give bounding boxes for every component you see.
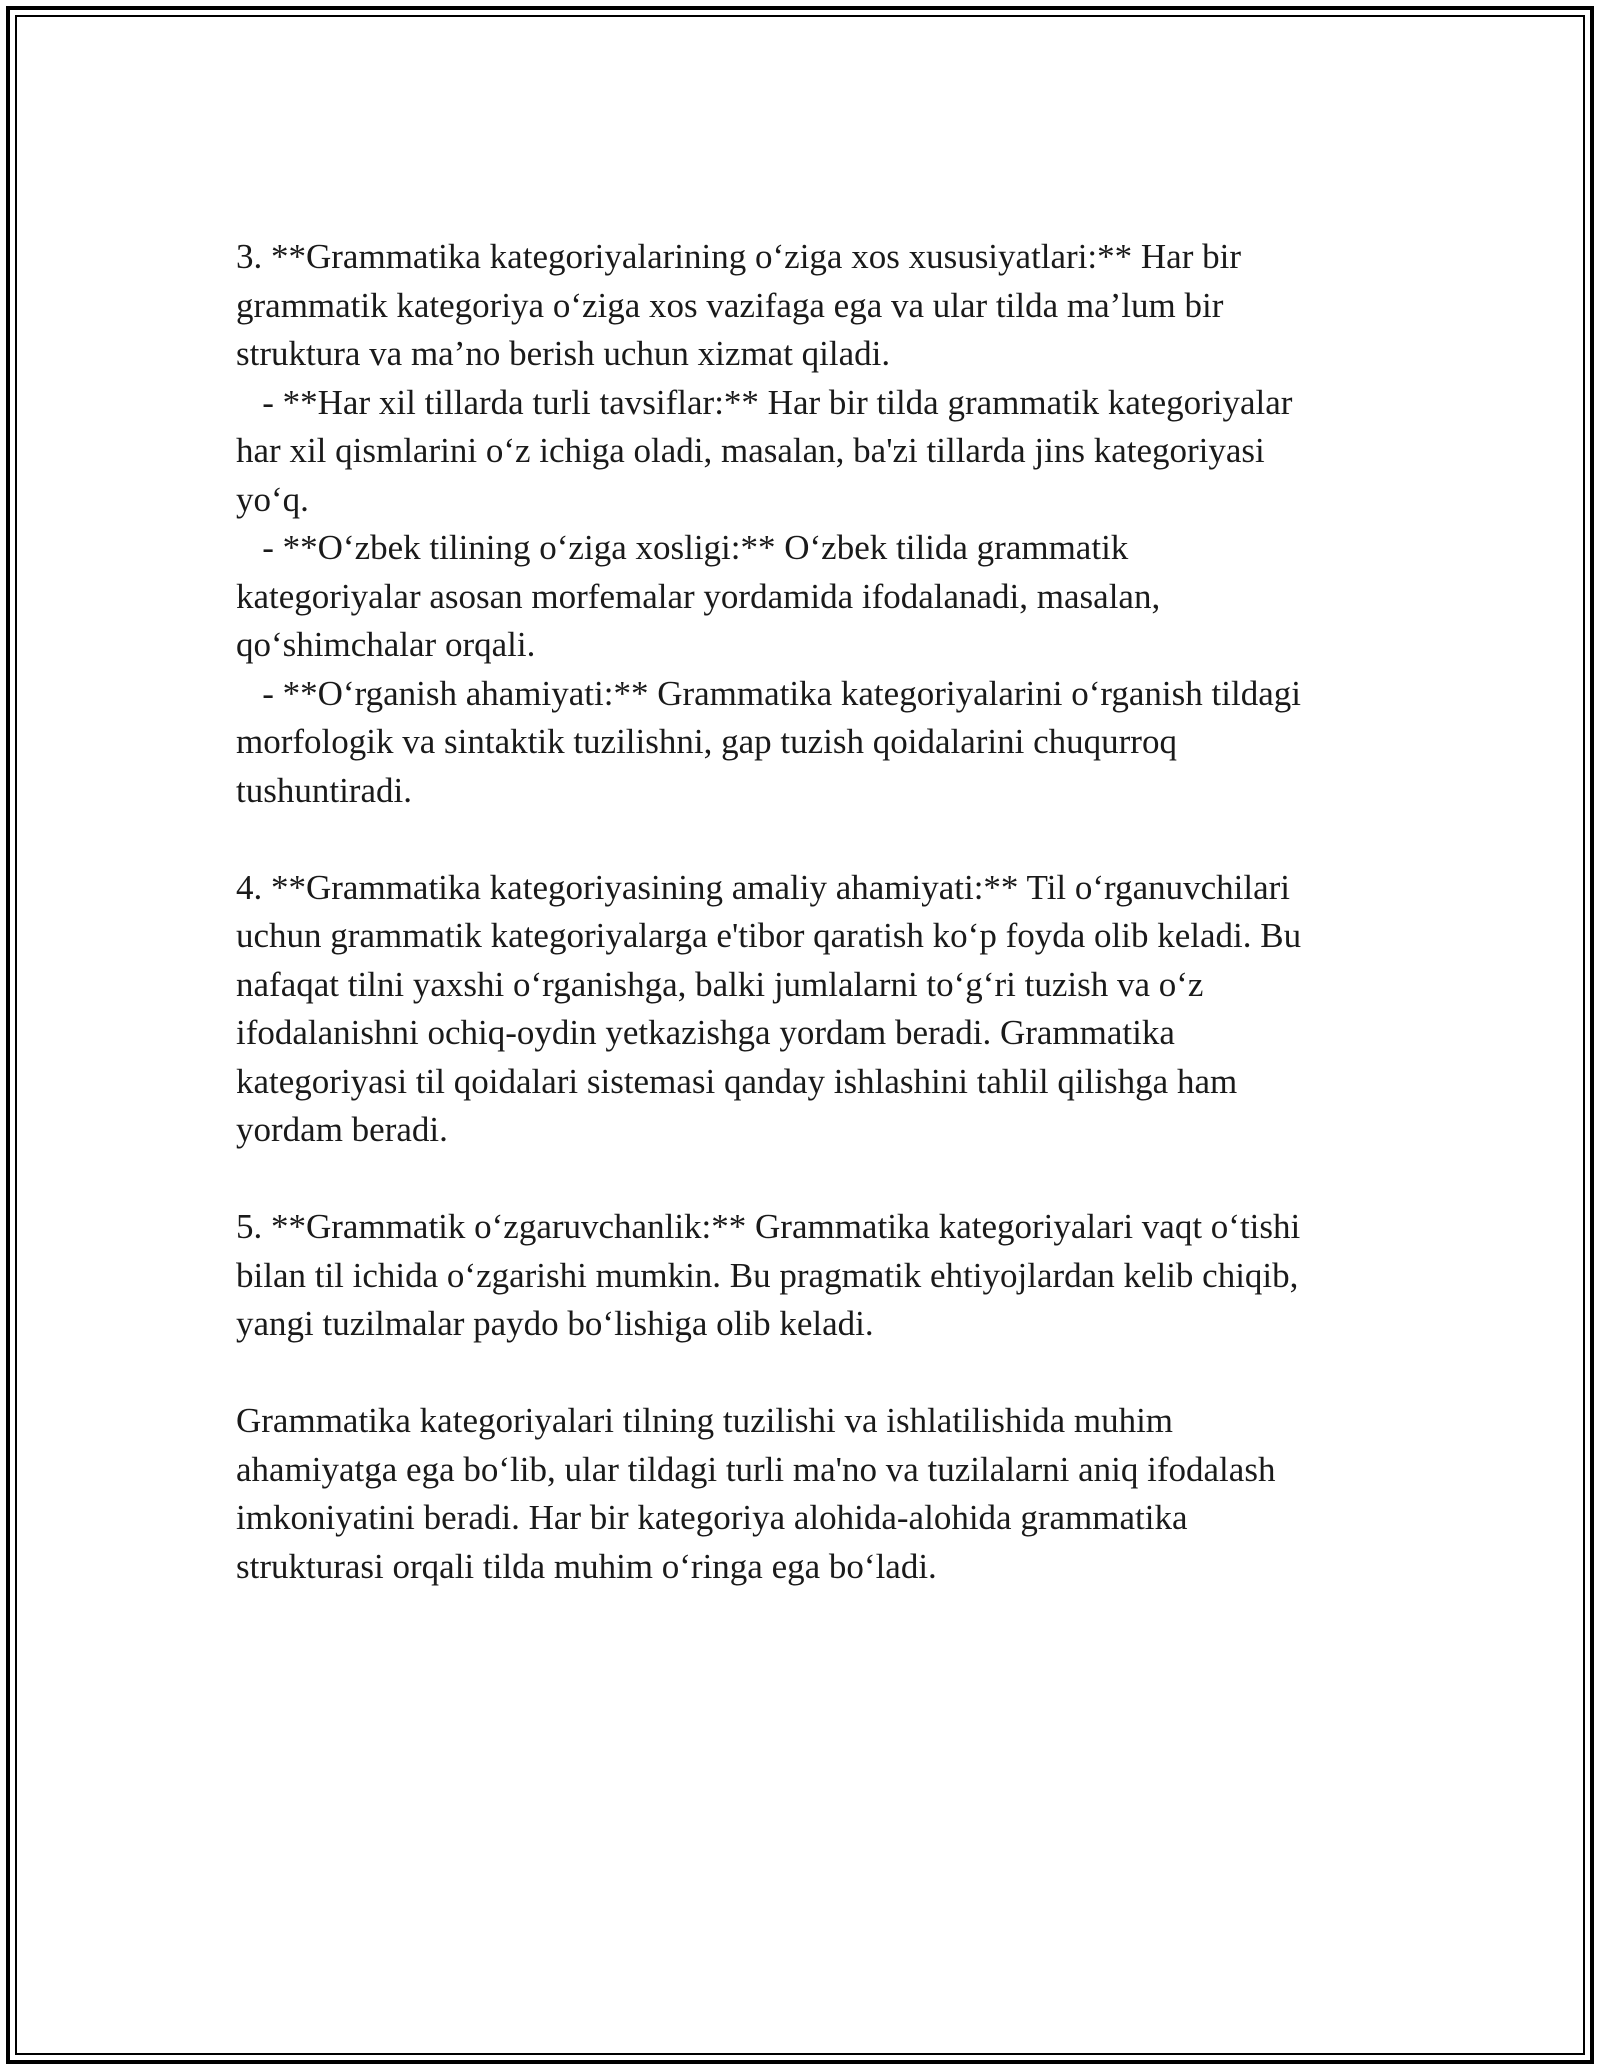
conclusion-paragraph — [236, 1397, 1366, 1591]
section-4-practical-importance — [236, 864, 1366, 1155]
section-5-variability — [236, 1203, 1366, 1349]
text-line: bilan til ichida o‘zgarishi mumkin. Bu pragmatik ehtiyojlardan kelib chiqib, — [236, 1255, 1299, 1295]
paragraph-gap — [236, 1349, 1366, 1398]
text-line: strukturasi orqali tilda muhim o‘ringa ega bo‘ladi. — [236, 1546, 937, 1586]
text-line: - **O‘zbek tilining o‘ziga xosligi:** O‘zbek tilida grammatik — [236, 528, 1129, 567]
text-line: yangi tuzilmalar paydo bo‘lishiga olib keladi. — [236, 1304, 874, 1343]
text-line: 3. **Grammatika kategoriyalarining o‘ziga xos xususiyatlari:** Har bir — [236, 237, 1242, 276]
text-line: struktura va ma’no berish uchun xizmat qiladi. — [236, 334, 891, 373]
section-3-features — [236, 233, 1366, 815]
text-line: yordam beradi. — [236, 1110, 448, 1149]
paragraph-gap — [236, 1155, 1366, 1204]
text-line: imkoniyatini beradi. Har bir kategoriya alohida-alohida grammatika — [236, 1498, 1188, 1537]
paragraph-gap — [236, 815, 1366, 864]
text-line: qo‘shimchalar orqali. — [236, 625, 536, 664]
text-line: - **Har xil tillarda turli tavsiflar:** Har bir tilda grammatik kategoriyalar — [236, 382, 1293, 422]
text-line: Grammatika kategoriyalari tilning tuzilishi va ishlatilishida muhim — [236, 1401, 1174, 1440]
text-line: tushuntiradi. — [236, 770, 412, 810]
text-line: kategoriyalar asosan morfemalar yordamida ifodalanadi, masalan, — [236, 576, 1161, 616]
text-line: 4. **Grammatika kategoriyasining amaliy ahamiyati:** Til o‘rganuvchilari — [236, 867, 1290, 907]
text-line: ahamiyatga ega bo‘lib, ular tildagi turli ma'no va tuzilalarni aniq ifodalash — [236, 1449, 1276, 1489]
text-line: - **O‘rganish ahamiyati:** Grammatika kategoriyalarini o‘rganish tildagi — [236, 673, 1301, 713]
text-line: kategoriyasi til qoidalari sistemasi qanday ishlashini tahlil qilishga ham — [236, 1061, 1238, 1101]
text-line: grammatik kategoriya o‘ziga xos vazifaga ega va ular tilda ma’lum bir — [236, 285, 1224, 325]
text-line: ifodalanishni ochiq-oydin yetkazishga yordam beradi. Grammatika — [236, 1013, 1175, 1052]
text-line: 5. **Grammatik o‘zgaruvchanlik:** Grammatika kategoriyalari vaqt o‘tishi — [236, 1207, 1301, 1246]
text-line: uchun grammatik kategoriyalarga e'tibor qaratish ko‘p foyda olib keladi. Bu — [236, 916, 1302, 955]
text-line: nafaqat tilni yaxshi o‘rganishga, balki jumlalarni to‘g‘ri tuzish va o‘z — [236, 964, 1204, 1004]
text-line: yo‘q. — [236, 479, 309, 519]
document-body — [236, 233, 1366, 1591]
text-line: har xil qismlarini o‘z ichiga oladi, masalan, ba'zi tillarda jins kategoriyasi — [236, 431, 1265, 470]
text-line: morfologik va sintaktik tuzilishni, gap tuzish qoidalarini chuqurroq — [236, 722, 1177, 761]
